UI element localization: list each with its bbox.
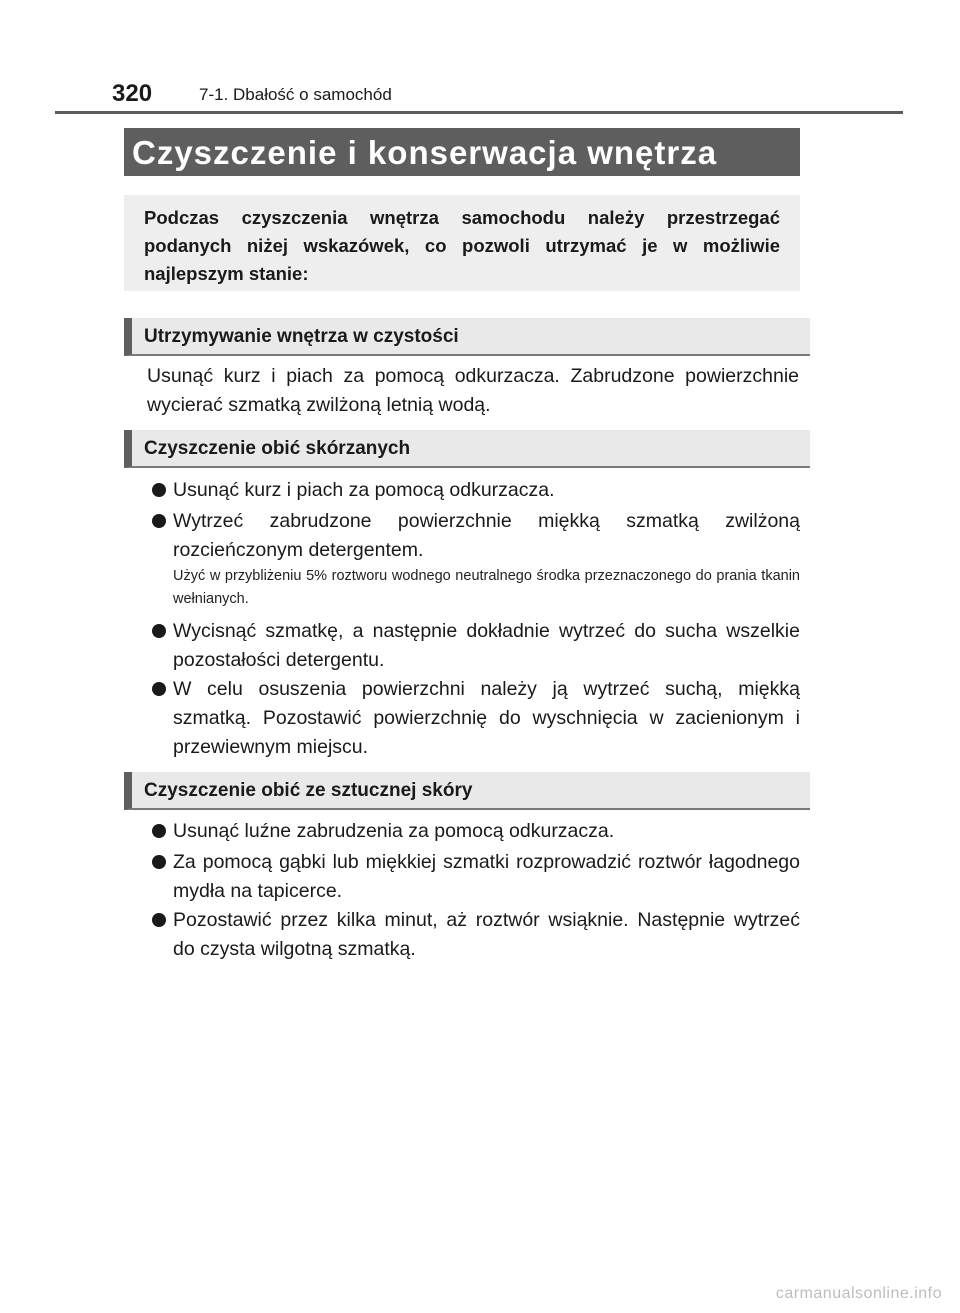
list-item-text: Za pomocą gąbki lub miękkiej szmatki rozprowadzić roztwór łagodnego mydła na tapicerce. bbox=[173, 851, 800, 902]
bullet-icon bbox=[152, 483, 166, 497]
list-item bbox=[152, 848, 800, 906]
chapter-title: 7-1. Dbałość o samochód bbox=[199, 85, 392, 104]
section-paragraph-clean-interior: Usunąć kurz i piach za pomocą odkurzacza. Zabrudzone powierzchnie wycierać szmatką zwilżoną letnią wodą. bbox=[147, 365, 799, 416]
page-number: 320 bbox=[112, 80, 153, 107]
list-item bbox=[152, 675, 800, 762]
list-item bbox=[152, 817, 800, 846]
bullet-icon bbox=[152, 514, 166, 528]
bullet-icon bbox=[152, 624, 166, 638]
list-item-text: W celu osuszenia powierzchni należy ją wytrzeć suchą, miękką szmatką. Pozostawić powierzchnię do wyschnięcia w zacienionym i przewiewnym miejscu. bbox=[173, 678, 800, 758]
bullet-icon bbox=[152, 682, 166, 696]
list-item-text: Wycisnąć szmatkę, a następnie dokładnie wytrzeć do sucha wszelkie pozostałości detergentu. bbox=[173, 620, 800, 671]
bullet-icon bbox=[152, 855, 166, 869]
note-text: Użyć w przybliżeniu 5% roztworu wodnego neutralnego środka przeznaczonego do prania tkanin wełnianych. bbox=[173, 568, 800, 607]
section-heading-clean-interior: Utrzymywanie wnętrza w czystości bbox=[124, 318, 810, 356]
page-title: Czyszczenie i konserwacja wnętrza bbox=[124, 128, 800, 176]
list-item-text: Pozostawić przez kilka minut, aż roztwór wsiąknie. Następnie wytrzeć do czysta wilgotną szmatką. bbox=[173, 909, 800, 960]
list-item bbox=[152, 906, 800, 964]
list-item-text: Usunąć luźne zabrudzenia za pomocą odkurzacza. bbox=[173, 820, 615, 842]
page-header bbox=[0, 0, 960, 116]
list-item bbox=[152, 617, 800, 675]
bullet-icon bbox=[152, 913, 166, 927]
bullet-icon bbox=[152, 824, 166, 838]
section-heading-artificial-leather: Czyszczenie obić ze sztucznej skóry bbox=[124, 772, 810, 810]
list-item bbox=[152, 507, 800, 565]
list-item-text: Wytrzeć zabrudzone powierzchnie miękką szmatką zwilżoną rozcieńczonym detergentem. bbox=[173, 510, 800, 561]
header-divider bbox=[55, 111, 903, 114]
watermark-text: carmanualsonline.info bbox=[775, 1285, 942, 1302]
list-item bbox=[152, 476, 800, 505]
list-item-text: Usunąć kurz i piach za pomocą odkurzacza. bbox=[173, 479, 555, 501]
intro-box: Podczas czyszczenia wnętrza samochodu należy przestrzegać podanych niżej wskazówek, co pozwoli utrzymać je w możliwie najlepszym stanie: bbox=[124, 195, 800, 291]
section-heading-leather: Czyszczenie obić skórzanych bbox=[124, 430, 810, 468]
